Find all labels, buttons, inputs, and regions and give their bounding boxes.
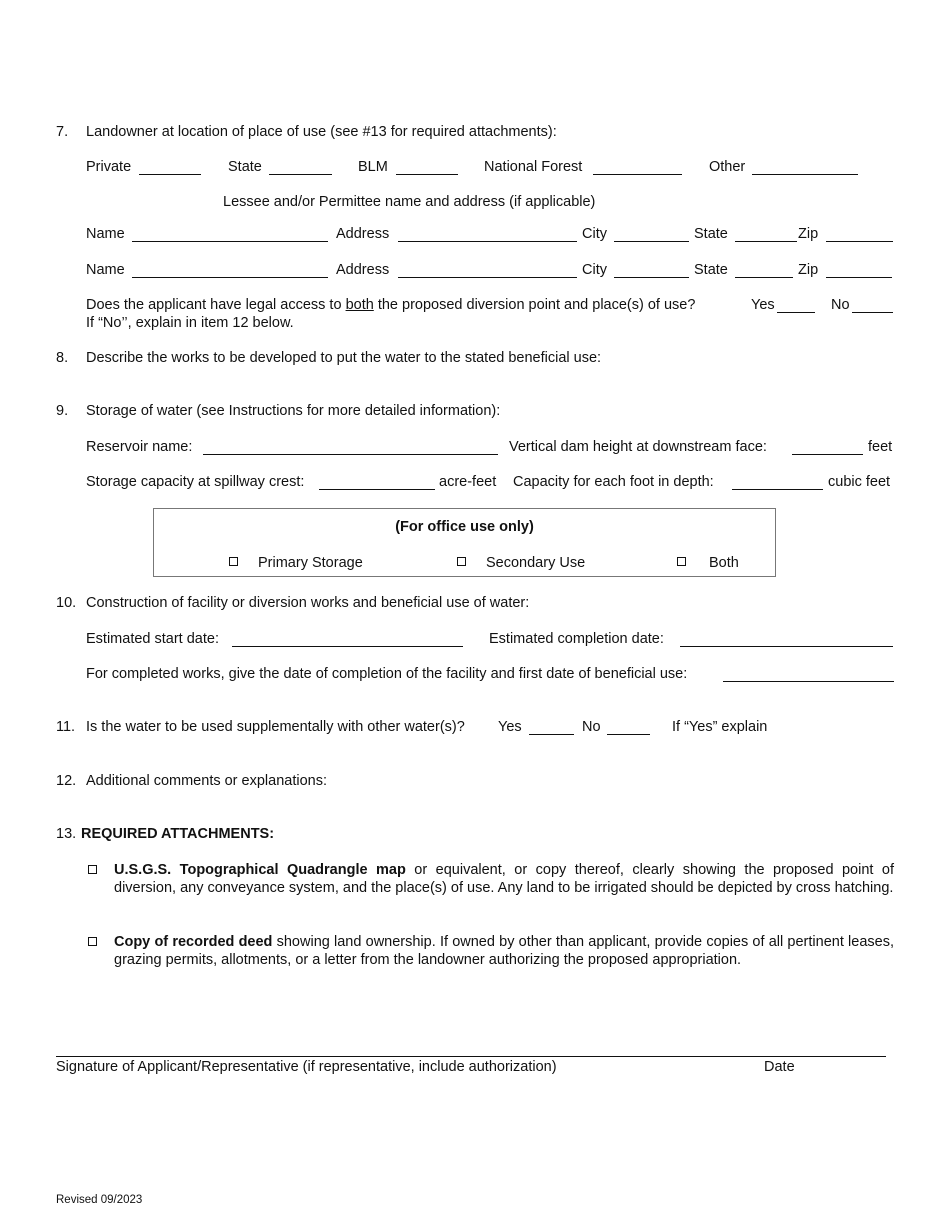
signature-label: Signature of Applicant/Representative (if representative, include authorization) <box>56 1059 557 1075</box>
primary-storage-label: Primary Storage <box>258 555 363 571</box>
national-forest-field[interactable] <box>593 174 682 175</box>
completed-works-field[interactable] <box>723 681 894 682</box>
zip-label: Zip <box>798 226 819 242</box>
q7-number: 7. <box>56 124 69 140</box>
reservoir-label: Reservoir name: <box>86 439 193 455</box>
q8-label: Describe the works to be developed to put the water to the stated beneficial use: <box>86 350 602 366</box>
attachment-map-text: U.S.G.S. Topographical Quadrangle map or equivalent, or copy thereof, clearly showing the proposed point of diversion, any conveyance system, and the place(s) of use. Any land to be irrigated should be depicted by cross hatching. <box>114 862 894 896</box>
private-field[interactable] <box>139 174 201 175</box>
city-label: City <box>582 226 607 242</box>
name-field-1[interactable] <box>132 241 328 242</box>
national-forest-label: National Forest <box>484 159 583 175</box>
completion-date-label: Estimated completion date: <box>489 631 664 647</box>
dam-height-field[interactable] <box>792 454 863 455</box>
capacity-label: Storage capacity at spillway crest: <box>86 474 305 490</box>
other-field[interactable] <box>752 174 858 175</box>
address-field-1[interactable] <box>398 241 577 242</box>
secondary-use-label: Secondary Use <box>486 555 586 571</box>
state-field[interactable] <box>269 174 332 175</box>
secondary-use-checkbox[interactable] <box>457 557 466 566</box>
state-label: State <box>694 226 728 242</box>
start-date-label: Estimated start date: <box>86 631 219 647</box>
attachment-map-checkbox[interactable] <box>88 865 97 874</box>
signature-date-label: Date <box>764 1059 795 1075</box>
name-label: Name <box>86 226 125 242</box>
city-field-1[interactable] <box>614 241 689 242</box>
access-question: Does the applicant have legal access to both the proposed diversion point and place(s) of use? <box>86 297 696 313</box>
city-label: City <box>582 262 607 278</box>
private-label: Private <box>86 159 132 175</box>
address-label: Address <box>336 226 390 242</box>
zip-label: Zip <box>798 262 819 278</box>
q11-label: Is the water to be used supplementally with other water(s)? <box>86 719 465 735</box>
q12-label: Additional comments or explanations: <box>86 773 327 789</box>
dam-height-label: Vertical dam height at downstream face: <box>509 439 767 455</box>
office-use-title: (For office use only) <box>395 519 534 535</box>
supplemental-yes-field[interactable] <box>529 734 574 735</box>
address-field-2[interactable] <box>398 277 577 278</box>
revised-date: Revised 09/2023 <box>56 1194 143 1206</box>
q13-number: 13. <box>56 826 77 842</box>
address-label: Address <box>336 262 390 278</box>
q10-label: Construction of facility or diversion works and beneficial use of water: <box>86 595 530 611</box>
capacity-field[interactable] <box>319 489 435 490</box>
access-no-field[interactable] <box>852 312 893 313</box>
start-date-field[interactable] <box>232 646 463 647</box>
supplemental-yes-label: Yes <box>498 719 522 735</box>
acre-feet-unit: acre-feet <box>439 474 497 490</box>
access-yes-field[interactable] <box>777 312 815 313</box>
signature-line[interactable] <box>56 1056 886 1057</box>
q10-number: 10. <box>56 595 77 611</box>
attachment-deed-checkbox[interactable] <box>88 937 97 946</box>
access-no-label: No <box>831 297 850 313</box>
q9-number: 9. <box>56 403 69 419</box>
state-field-1[interactable] <box>735 241 797 242</box>
q13-label: REQUIRED ATTACHMENTS: <box>81 826 275 842</box>
q8-number: 8. <box>56 350 69 366</box>
zip-field-2[interactable] <box>826 277 892 278</box>
reservoir-field[interactable] <box>203 454 498 455</box>
state-label: State <box>228 159 262 175</box>
access-explain: If “No’’, explain in item 12 below. <box>86 315 294 331</box>
name-label: Name <box>86 262 125 278</box>
supplemental-explain: If “Yes” explain <box>672 719 768 735</box>
q7-label: Landowner at location of place of use (see #13 for required attachments): <box>86 124 557 140</box>
q9-label: Storage of water (see Instructions for more detailed information): <box>86 403 501 419</box>
access-yes-label: Yes <box>751 297 775 313</box>
cubic-feet-unit: cubic feet <box>828 474 891 490</box>
per-foot-field[interactable] <box>732 489 823 490</box>
name-field-2[interactable] <box>132 277 328 278</box>
both-label: Both <box>709 555 739 571</box>
blm-label: BLM <box>358 159 388 175</box>
feet-unit: feet <box>868 439 893 455</box>
supplemental-no-label: No <box>582 719 601 735</box>
completed-works-label: For completed works, give the date of completion of the facility and first date of beneficial use: <box>86 666 688 682</box>
other-label: Other <box>709 159 746 175</box>
blm-field[interactable] <box>396 174 458 175</box>
attachment-deed-text: Copy of recorded deed showing land ownership. If owned by other than applicant, provide copies of all pertinent leases, grazing permits, allotments, or a letter from the landowner authorizing the proposed appropriation. <box>114 934 894 968</box>
completion-date-field[interactable] <box>680 646 893 647</box>
city-field-2[interactable] <box>614 277 689 278</box>
both-checkbox[interactable] <box>677 557 686 566</box>
supplemental-no-field[interactable] <box>607 734 650 735</box>
q11-number: 11. <box>56 719 76 735</box>
state-label: State <box>694 262 728 278</box>
primary-storage-checkbox[interactable] <box>229 557 238 566</box>
zip-field-1[interactable] <box>826 241 893 242</box>
state-field-2[interactable] <box>735 277 793 278</box>
q12-number: 12. <box>56 773 77 789</box>
lessee-heading: Lessee and/or Permittee name and address (if applicable) <box>223 194 596 210</box>
per-foot-label: Capacity for each foot in depth: <box>513 474 714 490</box>
